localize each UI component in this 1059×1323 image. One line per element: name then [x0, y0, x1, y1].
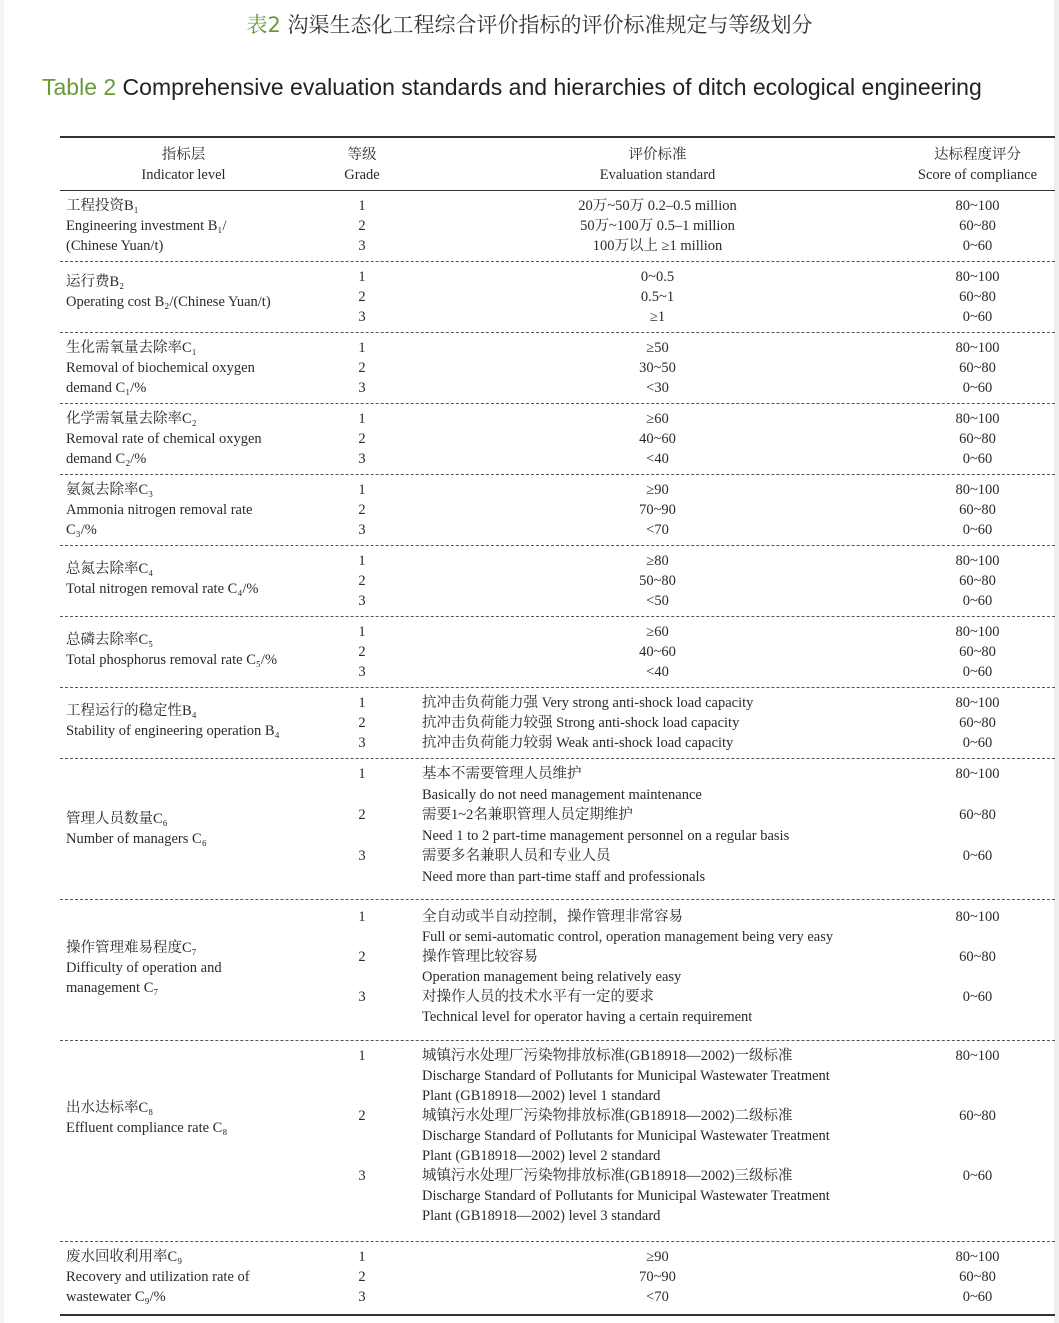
- score-cell: 60~80: [959, 949, 996, 965]
- score-cell: 0~60: [962, 1168, 993, 1184]
- indicator-name-en: wastewater C₉/%: [66, 1289, 166, 1305]
- grade-cell: 3: [358, 522, 366, 538]
- indicator-name-en: management C₇: [66, 980, 159, 996]
- grade-cell: 3: [358, 238, 366, 254]
- indicator-name-en: Difficulty of operation and: [66, 960, 222, 976]
- standard-cell: <70: [646, 1289, 669, 1305]
- grade-cell: 1: [358, 340, 366, 356]
- evaluation-table: [60, 136, 1055, 1316]
- standard-cell: ≥80: [646, 553, 669, 569]
- table-row: [60, 900, 1055, 1041]
- score-cell: 0~60: [962, 451, 993, 467]
- indicator-name-en: Engineering investment B₁/: [66, 218, 227, 234]
- indicator-name-cn: 工程投资B₁: [66, 198, 139, 214]
- indicator-name-cn: 总氮去除率C₄: [66, 561, 154, 577]
- indicator-name-cn: 废水回收利用率C₉: [66, 1249, 183, 1265]
- standard-cell: 抗冲击负荷能力较弱 Weak anti-shock load capacity: [422, 735, 734, 751]
- indicator-name-cn: 出水达标率C₈: [66, 1100, 154, 1116]
- standard-line: Plant (GB18918—2002) level 1 standard: [422, 1088, 661, 1104]
- score-cell: 80~100: [955, 1048, 1000, 1064]
- grade-cell: 2: [358, 949, 366, 965]
- score-cell: 80~100: [955, 482, 1000, 498]
- grade-cell: 2: [358, 644, 366, 660]
- score-cell: 0~60: [962, 593, 993, 609]
- indicator-name-en: Total phosphorus removal rate C₅/%: [66, 652, 278, 668]
- header-grade-en: Grade: [344, 167, 380, 183]
- standard-cell: 抗冲击负荷能力较强 Strong anti-shock load capacity: [422, 715, 740, 731]
- header-score-en: Score of compliance: [917, 167, 1038, 183]
- indicator-name-cn: 管理人员数量C₆: [66, 811, 168, 827]
- score-cell: 80~100: [955, 909, 1000, 925]
- grade-cell: 2: [358, 360, 366, 376]
- header-score: [900, 145, 1055, 185]
- grade-cell: 3: [358, 1168, 366, 1184]
- indicator-cell: [66, 559, 356, 599]
- standard-line: Need 1 to 2 part-time management personnel on a regular basis: [422, 827, 790, 844]
- standard-cell: <50: [646, 593, 669, 609]
- grade-cell: 3: [358, 380, 366, 396]
- grade-cell: 2: [358, 431, 366, 447]
- table-title-cn-text: 沟渠生态化工程综合评价指标的评价标准规定与等级划分: [280, 13, 813, 37]
- table-row: [60, 1041, 1055, 1242]
- standard-line: Discharge Standard of Pollutants for Municipal Wastewater Treatment: [422, 1128, 830, 1144]
- standard-line: 操作管理比较容易: [422, 949, 538, 965]
- indicator-name-cn: 生化需氧量去除率C₁: [66, 340, 197, 356]
- grade-cell: 2: [358, 807, 366, 823]
- grade-cell: 2: [358, 289, 366, 305]
- score-cell: 60~80: [959, 807, 996, 823]
- score-cell: 0~60: [962, 848, 993, 864]
- grade-cell: 3: [358, 309, 366, 325]
- standard-line: 对操作人员的技术水平有一定的要求: [422, 989, 654, 1005]
- table-body: [60, 191, 1055, 1314]
- standard-cell: <40: [646, 664, 669, 680]
- table-row: [60, 404, 1055, 475]
- indicator-cell: [66, 630, 356, 670]
- score-cell: 0~60: [962, 238, 993, 254]
- table-row: [60, 262, 1055, 333]
- standard-cell: 40~60: [639, 644, 676, 660]
- grade-cell: 1: [358, 411, 366, 427]
- standard-line: Operation management being relatively easy: [422, 969, 682, 985]
- header-indicator: [66, 145, 301, 185]
- grade-cell: 3: [358, 664, 366, 680]
- standard-line: 全自动或半自动控制，操作管理非常容易: [422, 909, 683, 925]
- indicator-name-en: Recovery and utilization rate of: [66, 1269, 250, 1285]
- header-grade-cn: 等级: [347, 147, 377, 163]
- indicator-cell: [66, 480, 356, 540]
- score-cell: 60~80: [959, 1108, 996, 1124]
- score-cell: 60~80: [959, 573, 996, 589]
- score-cell: 0~60: [962, 1289, 993, 1305]
- header-indicator-cn: 指标层: [161, 147, 206, 163]
- indicator-name-en: Number of managers C₆: [66, 831, 207, 847]
- standard-line: Technical level for operator having a certain requirement: [422, 1009, 753, 1025]
- indicator-name-cn: 操作管理难易程度C₇: [66, 940, 197, 956]
- grade-cell: 1: [358, 198, 366, 214]
- score-cell: 80~100: [955, 553, 1000, 569]
- left-frame-edge: [0, 0, 4, 1323]
- table-title-chinese: [0, 10, 1059, 40]
- grade-cell: 1: [358, 1048, 366, 1064]
- indicator-cell: [66, 1247, 356, 1307]
- indicator-name-en: Effluent compliance rate C₈: [66, 1120, 228, 1136]
- table-row: [60, 1242, 1055, 1314]
- standard-cell: <70: [646, 522, 669, 538]
- table-row: [60, 759, 1055, 900]
- grade-cell: 1: [358, 695, 366, 711]
- indicator-cell: [66, 338, 356, 398]
- table-title-en-text: Comprehensive evaluation standards and hierarchies of ditch ecological engineering: [116, 74, 982, 100]
- indicator-name-en: Stability of engineering operation B₄: [66, 723, 280, 739]
- grade-cell: 1: [358, 482, 366, 498]
- score-cell: 60~80: [959, 289, 996, 305]
- standard-line: Need more than part-time staff and professionals: [422, 868, 706, 885]
- table-row: [60, 617, 1055, 688]
- header-indicator-en: Indicator level: [141, 167, 226, 183]
- header-score-cn: 达标程度评分: [934, 147, 1021, 163]
- score-cell: 60~80: [959, 644, 996, 660]
- standard-cell: ≥60: [646, 411, 669, 427]
- score-cell: 0~60: [962, 522, 993, 538]
- standard-line: Discharge Standard of Pollutants for Municipal Wastewater Treatment: [422, 1188, 830, 1204]
- indicator-cell: [66, 809, 356, 849]
- indicator-name-en: Removal of biochemical oxygen: [66, 360, 255, 376]
- grade-cell: 3: [358, 989, 366, 1005]
- standard-cell: 30~50: [639, 360, 676, 376]
- standard-cell: ≥50: [646, 340, 669, 356]
- indicator-name-en: demand C₁/%: [66, 380, 147, 396]
- score-cell: 80~100: [955, 269, 1000, 285]
- standard-cell: 70~90: [639, 502, 676, 518]
- standard-line: 需要1~2名兼职管理人员定期维护: [422, 807, 633, 823]
- indicator-cell: [66, 409, 356, 469]
- indicator-name-en: Ammonia nitrogen removal rate: [66, 502, 253, 518]
- score-cell: 80~100: [955, 624, 1000, 640]
- standard-line: 城镇污水处理厂污染物排放标准(GB18918—2002)一级标准: [422, 1048, 793, 1064]
- standard-cell: 20万~50万 0.2–0.5 million: [578, 198, 737, 214]
- grade-cell: 1: [358, 909, 366, 925]
- grade-cell: 1: [358, 624, 366, 640]
- grade-cell: 3: [358, 451, 366, 467]
- table-row: [60, 688, 1055, 759]
- score-cell: 60~80: [959, 502, 996, 518]
- standard-line: 需要多名兼职人员和专业人员: [422, 848, 611, 864]
- grade-cell: 1: [358, 1249, 366, 1265]
- score-cell: 80~100: [955, 340, 1000, 356]
- standard-cell: 40~60: [639, 431, 676, 447]
- score-cell: 80~100: [955, 1249, 1000, 1265]
- grade-cell: 3: [358, 1289, 366, 1305]
- indicator-name-en: Operating cost B₂/(Chinese Yuan/t): [66, 294, 271, 310]
- standard-line: 基本不需要管理人员维护: [422, 766, 582, 782]
- score-cell: 80~100: [955, 695, 1000, 711]
- indicator-name-cn: 化学需氧量去除率C₂: [66, 411, 197, 427]
- indicator-name-cn: 总磷去除率C₅: [66, 632, 154, 648]
- grade-cell: 3: [358, 593, 366, 609]
- standard-cell: 50万~100万 0.5–1 million: [580, 218, 735, 234]
- indicator-cell: [66, 701, 356, 741]
- header-standard-en: Evaluation standard: [599, 167, 716, 183]
- standard-line: 城镇污水处理厂污染物排放标准(GB18918—2002)二级标准: [422, 1108, 793, 1124]
- standard-cell: <40: [646, 451, 669, 467]
- grade-cell: 2: [358, 573, 366, 589]
- standard-cell: ≥90: [646, 1249, 669, 1265]
- indicator-cell: [66, 938, 356, 998]
- indicator-name-en: demand C₂/%: [66, 451, 147, 467]
- header-standard: [415, 145, 900, 185]
- table-label-en: Table 2: [42, 74, 117, 100]
- indicator-name-en: C₃/%: [66, 522, 97, 538]
- header-grade: [322, 145, 402, 185]
- table-row: [60, 191, 1055, 262]
- standard-line: Basically do not need management maintenance: [422, 786, 702, 803]
- grade-cell: 2: [358, 1269, 366, 1285]
- grade-cell: 2: [358, 502, 366, 518]
- standard-cell: 70~90: [639, 1269, 676, 1285]
- standard-cell: 100万以上 ≥1 million: [592, 238, 723, 254]
- indicator-name-cn: 氨氮去除率C₃: [66, 482, 154, 498]
- score-cell: 80~100: [955, 411, 1000, 427]
- standard-cell: 抗冲击负荷能力强 Very strong anti-shock load capacity: [422, 695, 754, 711]
- grade-cell: 3: [358, 848, 366, 864]
- grade-cell: 1: [358, 766, 366, 782]
- table-row: [60, 546, 1055, 617]
- score-cell: 0~60: [962, 664, 993, 680]
- score-cell: 60~80: [959, 431, 996, 447]
- table-bottom-rule: [60, 1314, 1055, 1316]
- standard-cell: <30: [646, 380, 669, 396]
- indicator-cell: [66, 196, 356, 256]
- grade-cell: 2: [358, 1108, 366, 1124]
- grade-cell: 2: [358, 715, 366, 731]
- indicator-name-en: (Chinese Yuan/t): [66, 238, 164, 254]
- score-cell: 60~80: [959, 360, 996, 376]
- standard-cell: 50~80: [639, 573, 676, 589]
- score-cell: 60~80: [959, 715, 996, 731]
- standard-cell: ≥90: [646, 482, 669, 498]
- score-cell: 60~80: [959, 218, 996, 234]
- grade-cell: 3: [358, 735, 366, 751]
- standard-cell: ≥60: [646, 624, 669, 640]
- indicator-cell: [66, 1098, 356, 1138]
- score-cell: 0~60: [962, 380, 993, 396]
- indicator-name-cn: 运行费B₂: [66, 274, 125, 290]
- indicator-name-cn: 工程运行的稳定性B₄: [66, 703, 197, 719]
- standard-line: Plant (GB18918—2002) level 2 standard: [422, 1148, 661, 1164]
- score-cell: 80~100: [955, 766, 1000, 782]
- standard-cell: 0.5~1: [640, 289, 675, 305]
- table-title-english: [42, 72, 1052, 102]
- standard-cell: ≥1: [649, 309, 666, 325]
- grade-cell: 2: [358, 218, 366, 234]
- table-row: [60, 333, 1055, 404]
- score-cell: 80~100: [955, 198, 1000, 214]
- score-cell: 0~60: [962, 309, 993, 325]
- standard-line: Plant (GB18918—2002) level 3 standard: [422, 1208, 661, 1224]
- standard-cell: 0~0.5: [640, 269, 675, 285]
- score-cell: 60~80: [959, 1269, 996, 1285]
- table-header: [60, 138, 1055, 190]
- grade-cell: 1: [358, 269, 366, 285]
- standard-line: Full or semi-automatic control, operation management being very easy: [422, 929, 834, 945]
- indicator-name-en: Removal rate of chemical oxygen: [66, 431, 262, 447]
- table-row: [60, 475, 1055, 546]
- score-cell: 0~60: [962, 735, 993, 751]
- grade-cell: 1: [358, 553, 366, 569]
- standard-line: Discharge Standard of Pollutants for Municipal Wastewater Treatment: [422, 1068, 830, 1084]
- standard-line: 城镇污水处理厂污染物排放标准(GB18918—2002)三级标准: [422, 1168, 793, 1184]
- indicator-cell: [66, 272, 356, 312]
- table-label-cn: 表2: [246, 13, 281, 37]
- indicator-name-en: Total nitrogen removal rate C₄/%: [66, 581, 259, 597]
- header-standard-cn: 评价标准: [628, 147, 687, 163]
- score-cell: 0~60: [962, 989, 993, 1005]
